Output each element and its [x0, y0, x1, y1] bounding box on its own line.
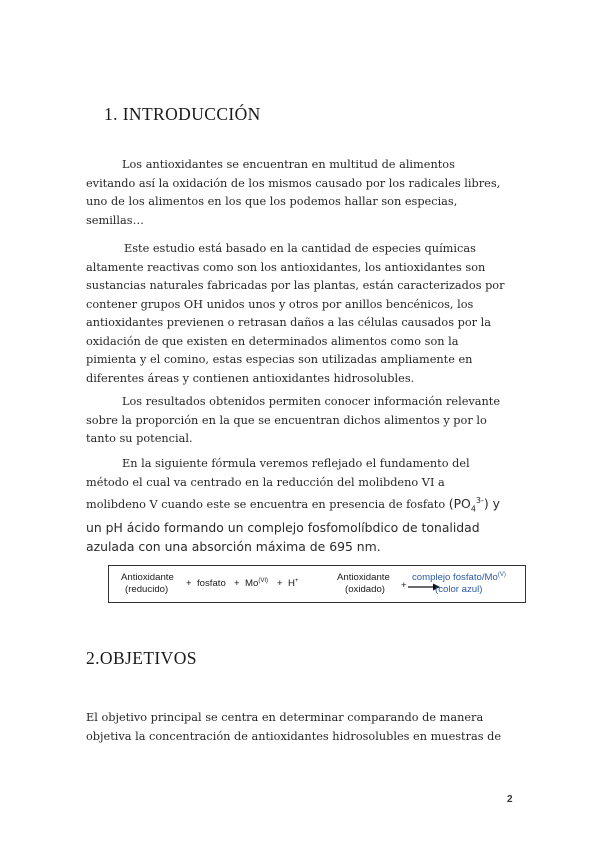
- text-line: contener grupos OH unidos unos y otros por anillos bencénicos, los: [86, 297, 474, 311]
- phosphate-formula: [448, 496, 500, 514]
- text-line: molibdeno V cuando este se encuentra en presencia de fosfato: [86, 498, 446, 512]
- reactant-proton: [288, 578, 298, 589]
- objetivos-paragraph-1: [86, 709, 506, 746]
- plus-sign: +: [186, 578, 192, 589]
- text-line: objetiva la concentración de antioxidantes hidrosolubles en muestras de: [86, 729, 502, 743]
- page-number: 2: [507, 794, 513, 805]
- product-complex-label: [412, 572, 506, 583]
- plus-sign: +: [401, 580, 407, 591]
- text-line: altamente reactivas como son los antioxidantes, los antioxidantes son: [86, 260, 486, 274]
- section-heading-introduccion: 1. INTRODUCCIÓN: [104, 104, 261, 124]
- molybdenum-symbol: Mo: [245, 578, 259, 589]
- charge: +: [294, 578, 299, 584]
- oxidation-state: (V): [497, 572, 506, 578]
- product-antioxidant-label: Antioxidante: [337, 572, 390, 583]
- text-line: método el cual va centrado en la reducción del molibdeno VI a: [86, 475, 445, 489]
- reactant-molybdenum-vi: [245, 578, 268, 589]
- product-complex-color: (color azul): [435, 584, 483, 595]
- reactant-fosfato: fosfato: [197, 578, 226, 589]
- text-line: semillas…: [86, 213, 144, 227]
- reaction-equation-box: [108, 565, 526, 603]
- section-heading-objetivos: 2.OBJETIVOS: [86, 648, 197, 668]
- reactant-antioxidant-label: Antioxidante: [121, 572, 174, 583]
- text-line: sustancias naturales fabricadas por las plantas, están caracterizados por: [86, 279, 505, 292]
- text-line: uno de los alimentos en los que los podemos hallar son especias,: [86, 195, 458, 208]
- text-line: diferentes áreas y contienen antioxidantes hidrosolubles.: [86, 371, 415, 385]
- formula-superscript: 3-: [475, 496, 484, 505]
- text-line: antioxidantes previenen o retrasan daños a las células causados por la: [86, 316, 491, 329]
- reactant-antioxidant-state: (reducido): [125, 584, 169, 595]
- formula-subscript: 4: [470, 504, 476, 514]
- text-line: Este estudio está basado en la cantidad de especies químicas: [124, 242, 476, 255]
- plus-sign: +: [234, 578, 240, 589]
- text-line: El objetivo principal se centra en determinar comparando de manera: [86, 711, 484, 724]
- formula-text: ) y: [483, 496, 500, 512]
- intro-paragraph-4: [86, 455, 506, 556]
- text-line: oxidación de que existen en determinados alimentos como son la: [86, 334, 459, 348]
- text-line: pimienta y el comino, estas especias son utilizadas ampliamente en: [86, 353, 473, 366]
- formula-text: (PO: [448, 496, 471, 512]
- complex-name: complejo fosfato/Mo: [412, 572, 498, 583]
- product-antioxidant-state: (oxidado): [345, 584, 385, 595]
- text-line: azulada con una absorción máxima de 695 nm.: [86, 538, 381, 554]
- text-line: Los resultados obtenidos permiten conocer información relevante: [122, 395, 500, 408]
- hydrogen-symbol: H: [288, 578, 295, 589]
- text-line: Los antioxidantes se encuentran en multitud de alimentos: [122, 158, 455, 171]
- text-line-with-formula: [86, 492, 506, 519]
- text-line: evitando así la oxidación de los mismos causado por los radicales libres,: [86, 176, 501, 190]
- text-line: un pH ácido formando un complejo fosfomolíbdico de tonalidad: [86, 520, 480, 536]
- intro-paragraph-1: [86, 156, 506, 230]
- oxidation-state: (VI): [258, 578, 268, 584]
- plus-sign: +: [277, 578, 283, 589]
- intro-paragraph-2: [86, 240, 506, 388]
- text-line: sobre la proporción en la que se encuentran dichos alimentos y por lo: [86, 413, 487, 427]
- text-line: tanto su potencial.: [86, 432, 193, 445]
- intro-paragraph-3: [86, 393, 506, 449]
- text-line: En la siguiente fórmula veremos reflejado el fundamento del: [122, 457, 470, 470]
